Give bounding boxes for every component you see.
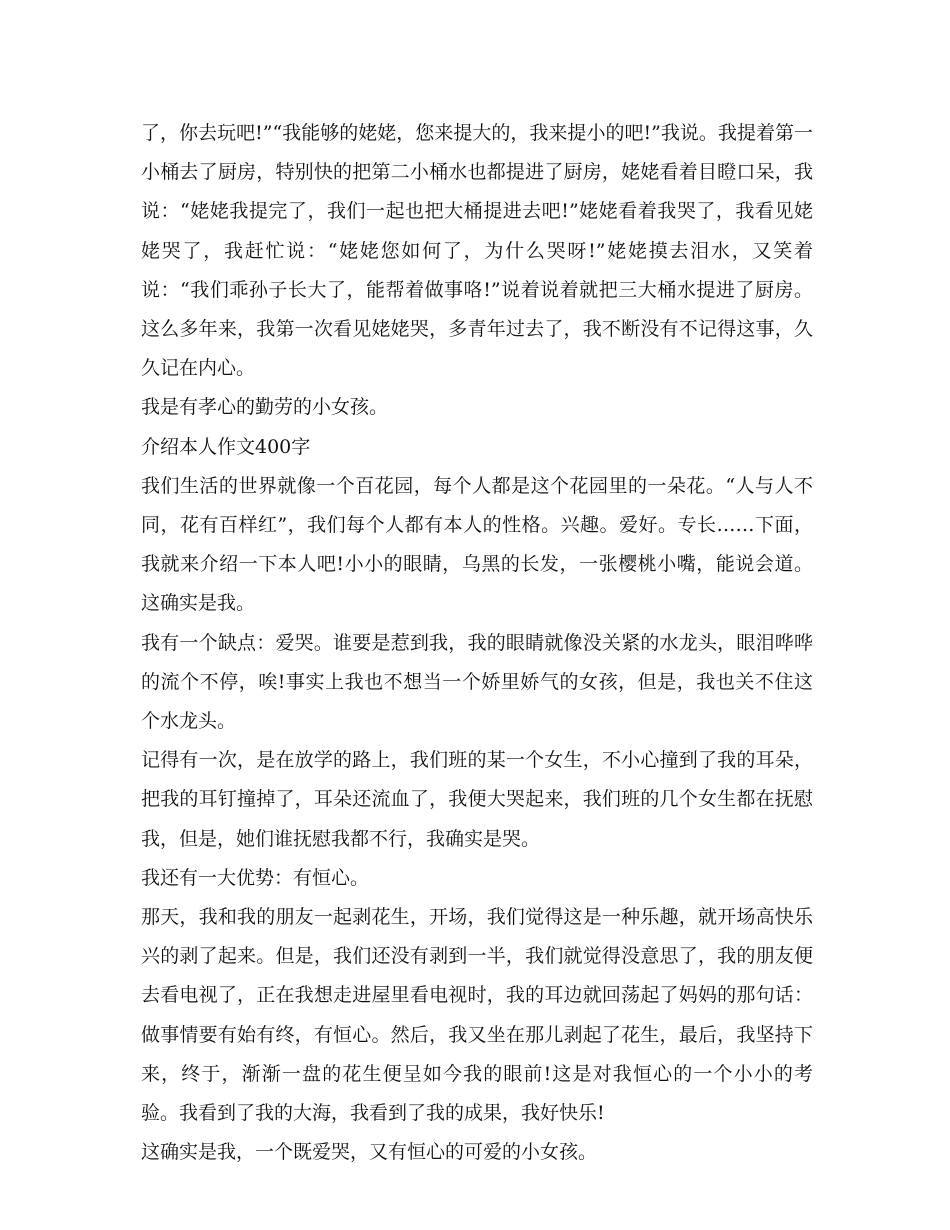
paragraph-example-crying: 记得有一次，是在放学的路上，我们班的某一个女生，不小心撞到了我的耳朵，把我的耳钉撞掉了，耳朵还流血了，我便大哭起来，我们班的几个女生都在抚慰我，但是，她们谁抚慰我都不行，我确实是哭。 — [141, 749, 813, 850]
paragraph-shortcoming: 我有一个缺点：爱哭。谁要是惹到我，我的眼睛就像没关紧的水龙头，眼泪哗哗的流个不停，唉!事实上我也不想当一个娇里娇气的女孩，但是，我也关不住这个水龙头。 — [141, 631, 813, 733]
paragraph-introduction: 我们生活的世界就像一个百花园，每个人都是这个花园里的一朵花。“人与人不同，花有百样红”，我们每个人都有本人的性格。兴趣。爱好。专长……下面，我就来介绍一下本人吧!小小的眼睛，乌黑的长发，一张樱桃小嘴，能说会道。这确实是我。 — [141, 474, 813, 615]
paragraph-example-peanuts: 那天，我和我的朋友一起剥花生，开场，我们觉得这是一种乐趣，就开场高快乐兴的剥了起来。但是，我们还没有剥到一半，我们就觉得没意思了，我的朋友便去看电视了，正在我想走进屋里看电视时，我的耳边就回荡起了妈妈的那句话：做事情要有始有终，有恒心。然后，我又坐在那儿剥起了花生，最后，我坚持下来，终于，渐渐一盘的花生便呈如今我的眼前!这是对我恒心的一个小小的考验。我看到了我的大海，我看到了我的成果，我好快乐! — [141, 906, 813, 1125]
paragraph-conclusion-filial: 我是有孝心的勤劳的小女孩。 — [141, 396, 389, 419]
essay-body — [141, 114, 813, 1172]
paragraph-story-ending: 了，你去玩吧!”“我能够的姥姥，您来提大的，我来提小的吧!”我说。我提着第一小桶去了厨房，特别快的把第二小桶水也都提进了厨房，姥姥看着目瞪口呆，我说：“姥姥我提完了，我们一起也把大桶提进去吧!”姥姥看着我哭了，我看见姥姥哭了，我赶忙说：“姥姥您如何了，为什么哭呀!”姥姥摸去泪水，又笑着说：“我们乖孙子长大了，能帮着做事咯!”说着说着就把三大桶水提进了厨房。这么多年来，我第一次看见姥姥哭，多青年过去了，我不断没有不记得这事，久久记在内心。 — [141, 122, 813, 380]
essay-title: 介绍本人作文400字 — [141, 435, 311, 458]
paragraph-strength: 我还有一大优势：有恒心。 — [141, 866, 370, 889]
paragraph-final-summary: 这确实是我，一个既爱哭，又有恒心的可爱的小女孩。 — [141, 1141, 598, 1164]
